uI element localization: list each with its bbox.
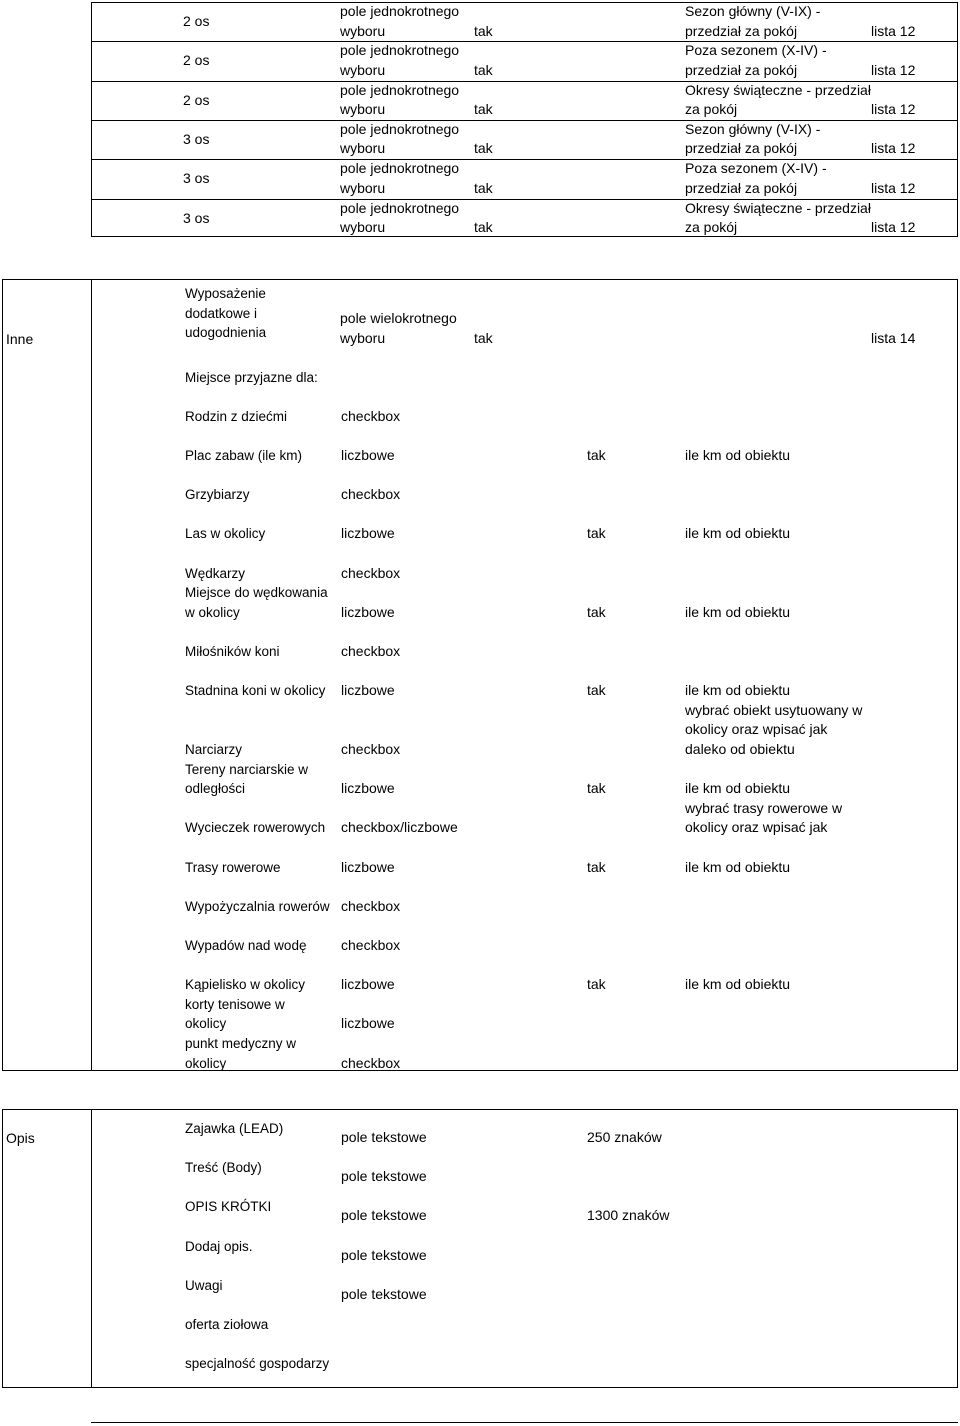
room-season: przedział za pokój xyxy=(685,61,798,78)
inne-table xyxy=(2,279,958,1071)
room-required: tak xyxy=(474,22,493,39)
room-season: za pokój xyxy=(685,101,738,118)
room-persons: 3 os xyxy=(183,209,210,226)
amenity-note: ile km od obiektu xyxy=(685,682,791,699)
amenity-label: korty tenisowe w xyxy=(185,996,285,1012)
amenity-type: liczbowe xyxy=(341,858,395,875)
equipment-label: Wyposażenie xyxy=(185,286,266,301)
room-persons: 2 os xyxy=(183,13,210,29)
room-required: tak xyxy=(474,101,493,118)
opis-field-type: pole tekstowe xyxy=(341,1207,427,1224)
room-persons: 2 os xyxy=(183,91,210,108)
amenity-label: punkt medyczny w xyxy=(185,1036,297,1051)
room-season: Poza sezonem (X-IV) - xyxy=(685,42,827,59)
equipment-field-type: pole wielokrotnego xyxy=(340,310,457,326)
bottom-rule xyxy=(91,1422,958,1423)
room-required: tak xyxy=(474,61,493,78)
amenity-type: liczbowe xyxy=(341,780,395,797)
amenity-type: checkbox xyxy=(341,897,401,914)
room-list: lista 12 xyxy=(871,101,916,118)
room-list: lista 12 xyxy=(871,22,916,39)
amenity-note: ile km od obiektu xyxy=(685,446,791,463)
amenity-note: ile km od obiektu xyxy=(685,780,791,797)
room-field-type: wyboru xyxy=(340,101,386,118)
amenity-type: checkbox xyxy=(341,407,401,424)
amenity-label: Grzybiarzy xyxy=(185,487,250,503)
amenity-required: tak xyxy=(587,682,606,699)
room-field-type: pole jednokrotnego xyxy=(340,199,460,216)
opis-section-label: Opis xyxy=(6,1130,35,1146)
equipment-required: tak xyxy=(474,330,493,346)
amenity-label: Las w okolicy xyxy=(185,526,266,542)
room-field-type: wyboru xyxy=(340,219,386,235)
amenity-required: tak xyxy=(587,780,606,797)
room-field-type: pole jednokrotnego xyxy=(340,3,460,19)
amenity-type: checkbox/liczbowe xyxy=(341,819,458,836)
opis-section-divider xyxy=(91,1109,92,1388)
friendly-heading: Miejsce przyjazne dla: xyxy=(185,370,318,385)
amenity-note: ile km od obiektu xyxy=(685,525,791,542)
room-field-type: pole jednokrotnego xyxy=(340,160,460,177)
opis-label: Treść (Body) xyxy=(185,1160,262,1176)
amenity-label: Miłośników koni xyxy=(185,643,280,659)
opis-label: Zajawka (LEAD) xyxy=(185,1121,284,1136)
amenity-note: ile km od obiektu xyxy=(685,858,791,875)
amenity-label: w okolicy xyxy=(185,604,240,620)
room-list: lista 12 xyxy=(871,219,916,235)
inne-section-divider xyxy=(91,279,92,1071)
amenity-type: liczbowe xyxy=(341,682,395,699)
equipment-field-type: wyboru xyxy=(340,330,386,346)
room-list: lista 12 xyxy=(871,179,916,196)
amenity-type: liczbowe xyxy=(341,525,395,542)
amenity-label: Miejsce do wędkowania xyxy=(185,585,328,601)
room-season: Poza sezonem (X-IV) - xyxy=(685,160,827,177)
amenity-type: checkbox xyxy=(341,740,401,757)
room-season: Okresy świąteczne - przedział xyxy=(685,81,871,98)
amenity-type: checkbox xyxy=(341,1054,401,1071)
room-list: lista 12 xyxy=(871,61,916,78)
room-persons: 3 os xyxy=(183,130,210,147)
room-field-type: pole jednokrotnego xyxy=(340,81,460,98)
amenity-required: tak xyxy=(587,858,606,875)
room-season: Okresy świąteczne - przedział xyxy=(685,199,871,216)
row-divider xyxy=(91,120,958,121)
amenity-type: liczbowe xyxy=(341,1015,395,1032)
amenity-label: okolicy xyxy=(185,1016,227,1032)
amenity-label: Trasy rowerowe xyxy=(185,859,281,875)
room-field-type: pole jednokrotnego xyxy=(340,120,460,137)
opis-label: Uwagi xyxy=(185,1277,223,1293)
amenity-label: Wypadów nad wodę xyxy=(185,937,307,953)
amenity-label: Wycieczek rowerowych xyxy=(185,820,326,836)
opis-table xyxy=(2,1109,958,1388)
amenity-required: tak xyxy=(587,603,606,620)
room-persons: 2 os xyxy=(183,52,210,69)
amenity-type: checkbox xyxy=(341,936,401,953)
equipment-label: dodatkowe i xyxy=(185,305,258,321)
equipment-label: udogodnienia xyxy=(185,325,267,340)
amenity-label: Wypożyczalnia rowerów xyxy=(185,898,330,914)
opis-limit: 250 znaków xyxy=(587,1129,662,1145)
room-season: Sezon główny (V-IX) - xyxy=(685,3,821,19)
row-divider xyxy=(91,159,958,160)
opis-label: OPIS KRÓTKI xyxy=(185,1199,272,1215)
opis-label: specjalność gospodarzy xyxy=(185,1356,330,1372)
amenity-note: daleko od obiektu xyxy=(685,740,795,757)
room-required: tak xyxy=(474,219,493,235)
opis-label: Dodaj opis. xyxy=(185,1238,253,1254)
opis-limit: 1300 znaków xyxy=(587,1207,670,1224)
amenity-note: ile km od obiektu xyxy=(685,603,791,620)
room-persons: 3 os xyxy=(183,170,210,187)
amenity-label: Wędkarzy xyxy=(185,565,246,581)
opis-label: oferta ziołowa xyxy=(185,1317,269,1332)
amenity-type: checkbox xyxy=(341,486,401,503)
amenity-type: liczbowe xyxy=(341,446,395,463)
room-season: Sezon główny (V-IX) - xyxy=(685,120,821,137)
amenity-type: checkbox xyxy=(341,564,401,581)
amenity-note: wybrać trasy rowerowe w xyxy=(685,799,843,816)
amenity-label: Narciarzy xyxy=(185,741,243,757)
room-required: tak xyxy=(474,140,493,157)
amenity-required: tak xyxy=(587,976,606,993)
room-field-type: wyboru xyxy=(340,140,386,157)
amenity-label: Rodzin z dziećmi xyxy=(185,408,288,424)
room-field-type: wyboru xyxy=(340,61,386,78)
amenity-label: okolicy xyxy=(185,1055,227,1071)
amenity-note: wybrać obiekt usytuowany w xyxy=(685,701,863,718)
opis-field-type: pole tekstowe xyxy=(341,1285,427,1302)
row-divider xyxy=(91,41,958,42)
room-season: za pokój xyxy=(685,219,738,235)
inne-section-label: Inne xyxy=(6,331,34,347)
amenity-type: checkbox xyxy=(341,642,401,659)
amenity-label: Stadnina koni w okolicy xyxy=(185,683,326,699)
room-season: przedział za pokój xyxy=(685,179,798,196)
equipment-list: lista 14 xyxy=(871,330,916,346)
room-field-type: wyboru xyxy=(340,179,386,196)
amenity-label: Kąpielisko w okolicy xyxy=(185,977,306,993)
amenity-type: liczbowe xyxy=(341,603,395,620)
amenity-label: odległości xyxy=(185,781,246,797)
amenity-type: liczbowe xyxy=(341,976,395,993)
opis-field-type: pole tekstowe xyxy=(341,1246,427,1263)
amenity-note: okolicy oraz wpisać jak xyxy=(685,819,828,836)
room-field-type: wyboru xyxy=(340,22,386,39)
amenity-required: tak xyxy=(587,525,606,542)
opis-field-type: pole tekstowe xyxy=(341,1129,427,1145)
room-list: lista 12 xyxy=(871,140,916,157)
room-required: tak xyxy=(474,179,493,196)
amenity-required: tak xyxy=(587,446,606,463)
amenity-note: ile km od obiektu xyxy=(685,976,791,993)
opis-field-type: pole tekstowe xyxy=(341,1168,427,1185)
room-field-type: pole jednokrotnego xyxy=(340,42,460,59)
amenity-note: okolicy oraz wpisać jak xyxy=(685,721,828,738)
room-season: przedział za pokój xyxy=(685,22,798,39)
room-season: przedział za pokój xyxy=(685,140,798,157)
amenity-label: Tereny narciarskie w xyxy=(185,761,309,777)
amenity-label: Plac zabaw (ile km) xyxy=(185,447,303,463)
